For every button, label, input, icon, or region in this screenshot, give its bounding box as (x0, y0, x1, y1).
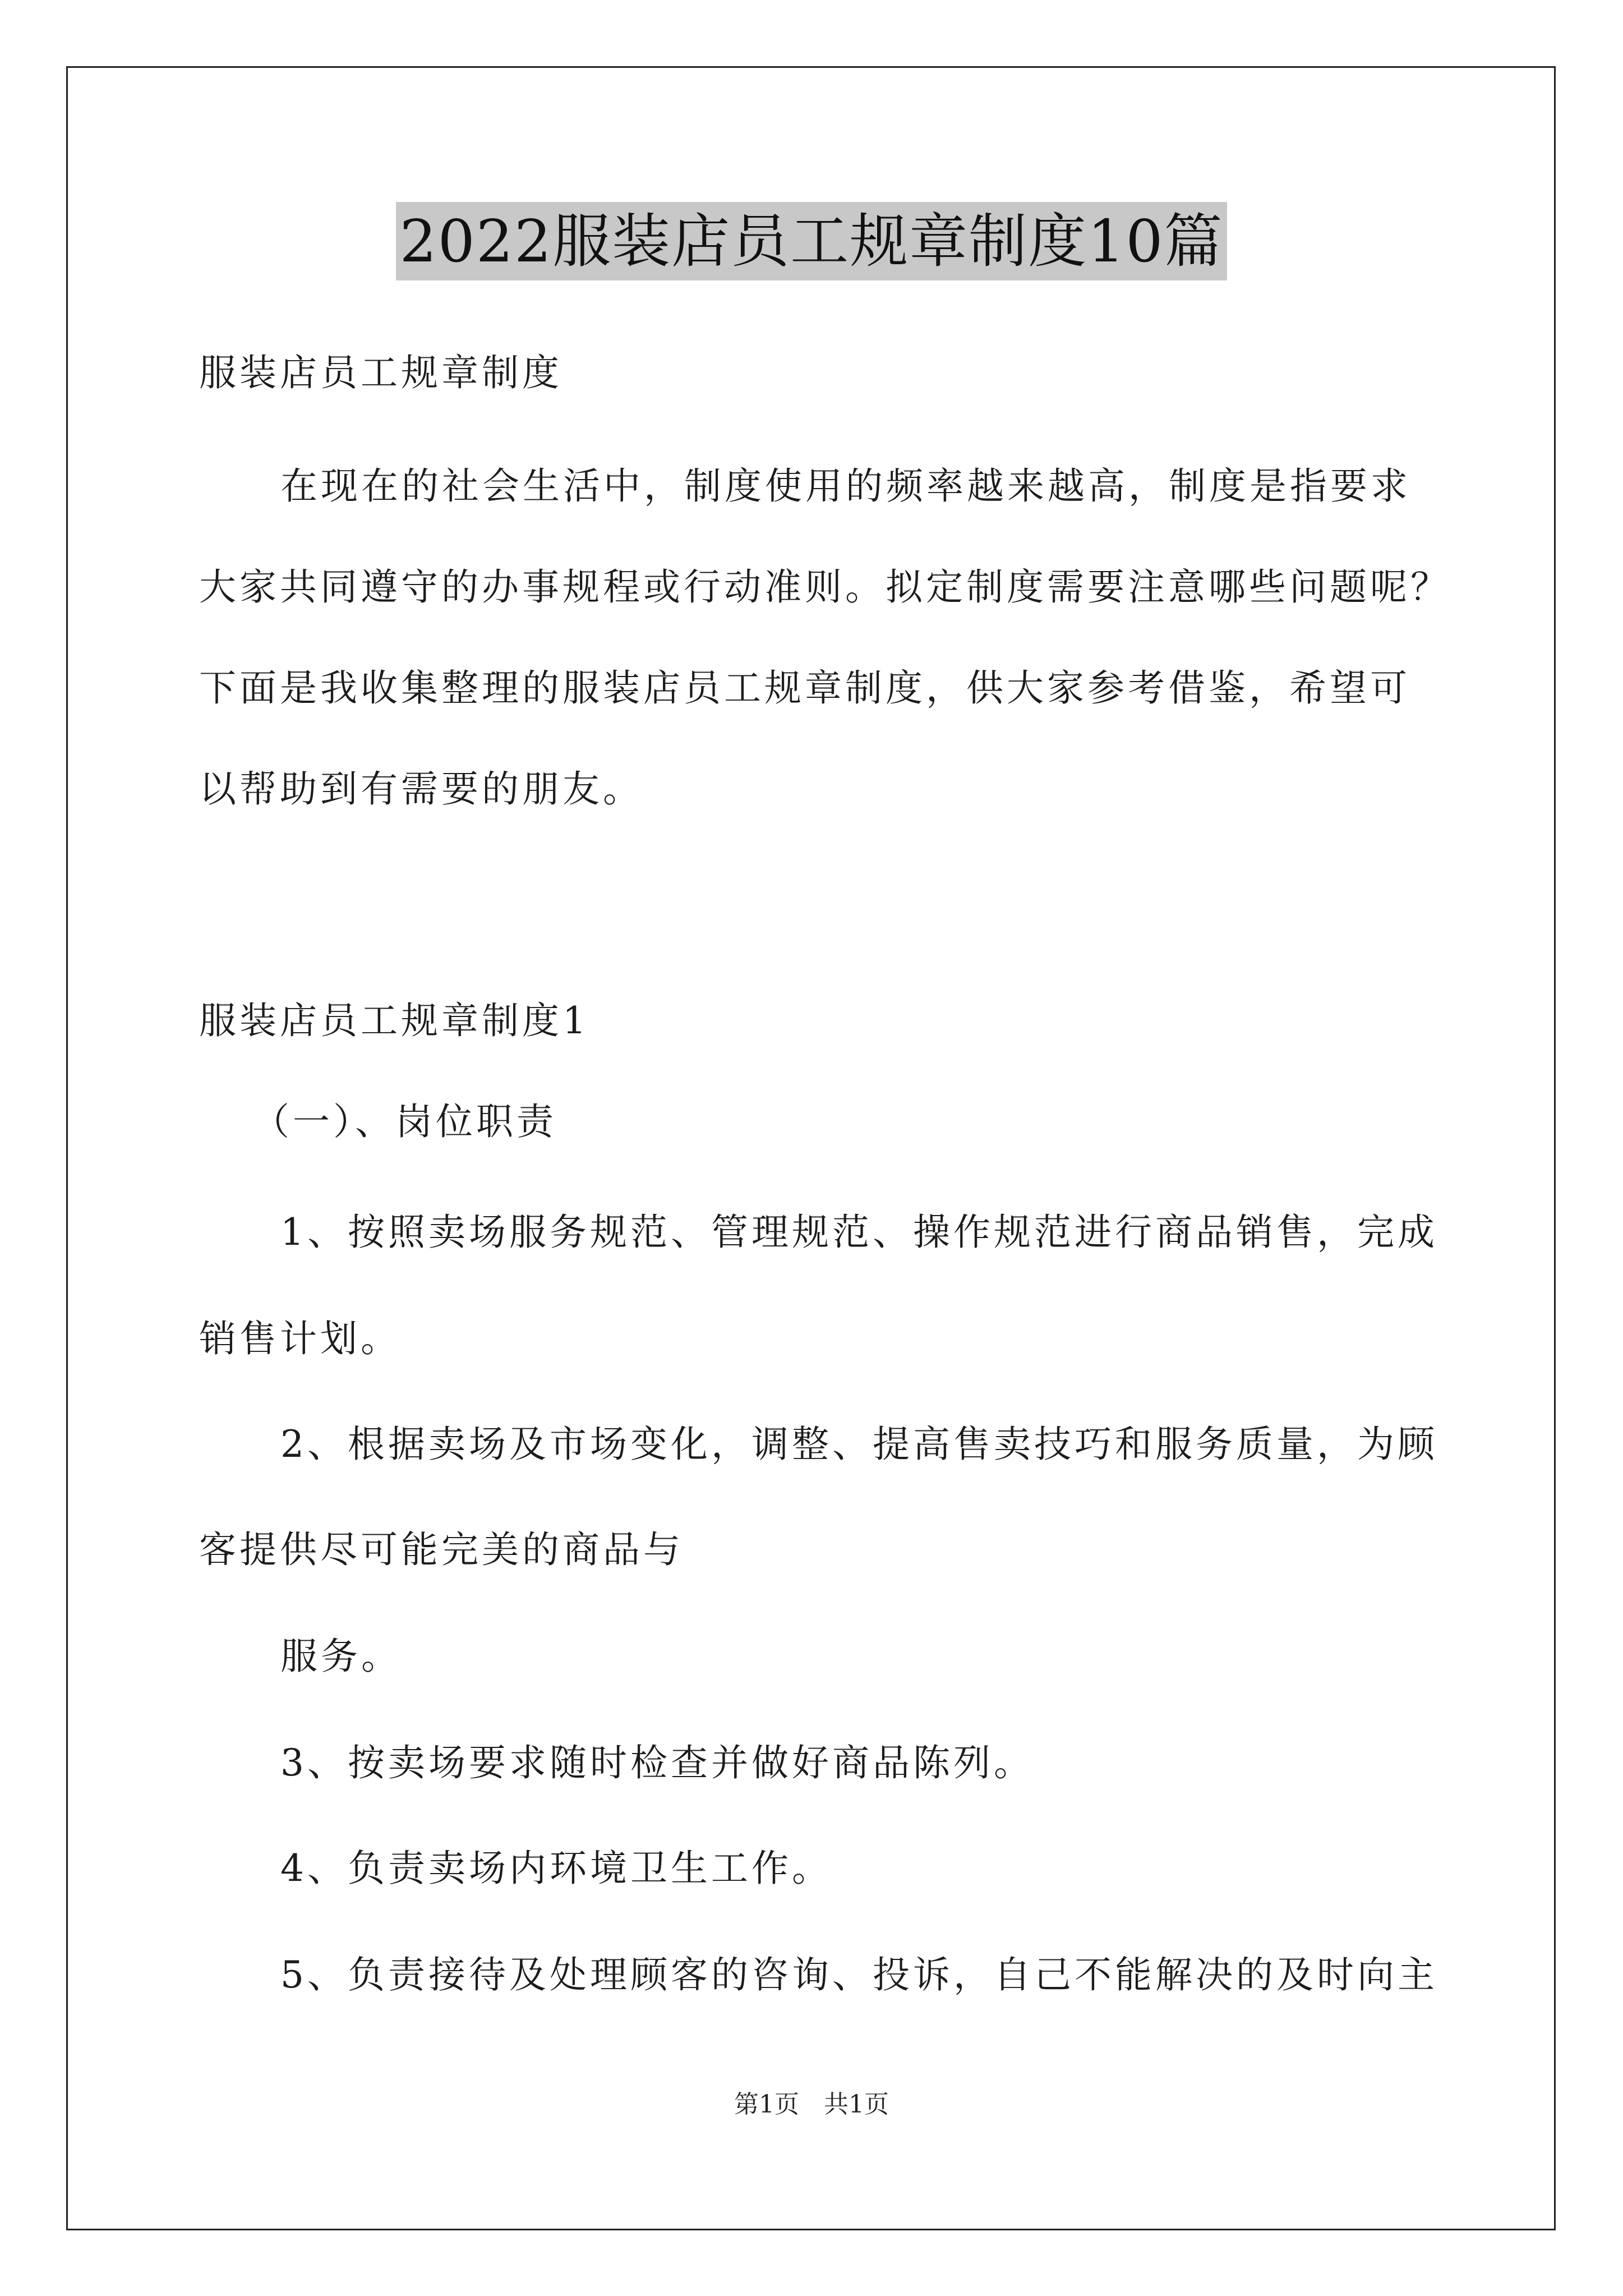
intro-line: 下面是我收集整理的服装店员工规章制度，供大家参考借鉴，希望可 (199, 666, 1410, 710)
body-line: 1、按照卖场服务规范、管理规范、操作规范进行商品销售，完成 (280, 1211, 1438, 1254)
page-footer: 第1页 共1页 (734, 2090, 889, 2119)
body-line: 4、负责卖场内环境卫生工作。 (280, 1847, 832, 1890)
document-title: 2022服装店员工规章制度10篇 (396, 202, 1227, 280)
body-line: 客提供尽可能完美的商品与 (199, 1528, 684, 1571)
title-block (0, 202, 1623, 280)
subsection-heading: （一）、岗位职责 (252, 1100, 557, 1143)
section-heading: 服装店员工规章制度1 (199, 999, 589, 1042)
body-line: 2、根据卖场及市场变化，调整、提高售卖技巧和服务质量，为顾 (280, 1423, 1438, 1466)
intro-line: 以帮助到有需要的朋友。 (199, 767, 643, 811)
intro-line: 大家共同遵守的办事规程或行动准则。拟定制度需要注意哪些问题呢？ (199, 565, 1451, 609)
body-line: 销售计划。 (199, 1317, 401, 1360)
intro-line: 在现在的社会生活中，制度使用的频率越来越高，制度是指要求 (280, 464, 1411, 508)
body-line: 服务。 (280, 1635, 402, 1678)
document-subtitle: 服装店员工规章制度 (199, 351, 562, 394)
body-line: 3、按卖场要求随时检查并做好商品陈列。 (280, 1741, 1034, 1784)
body-line: 5、负责接待及处理顾客的咨询、投诉，自己不能解决的及时向主 (280, 1953, 1438, 1996)
